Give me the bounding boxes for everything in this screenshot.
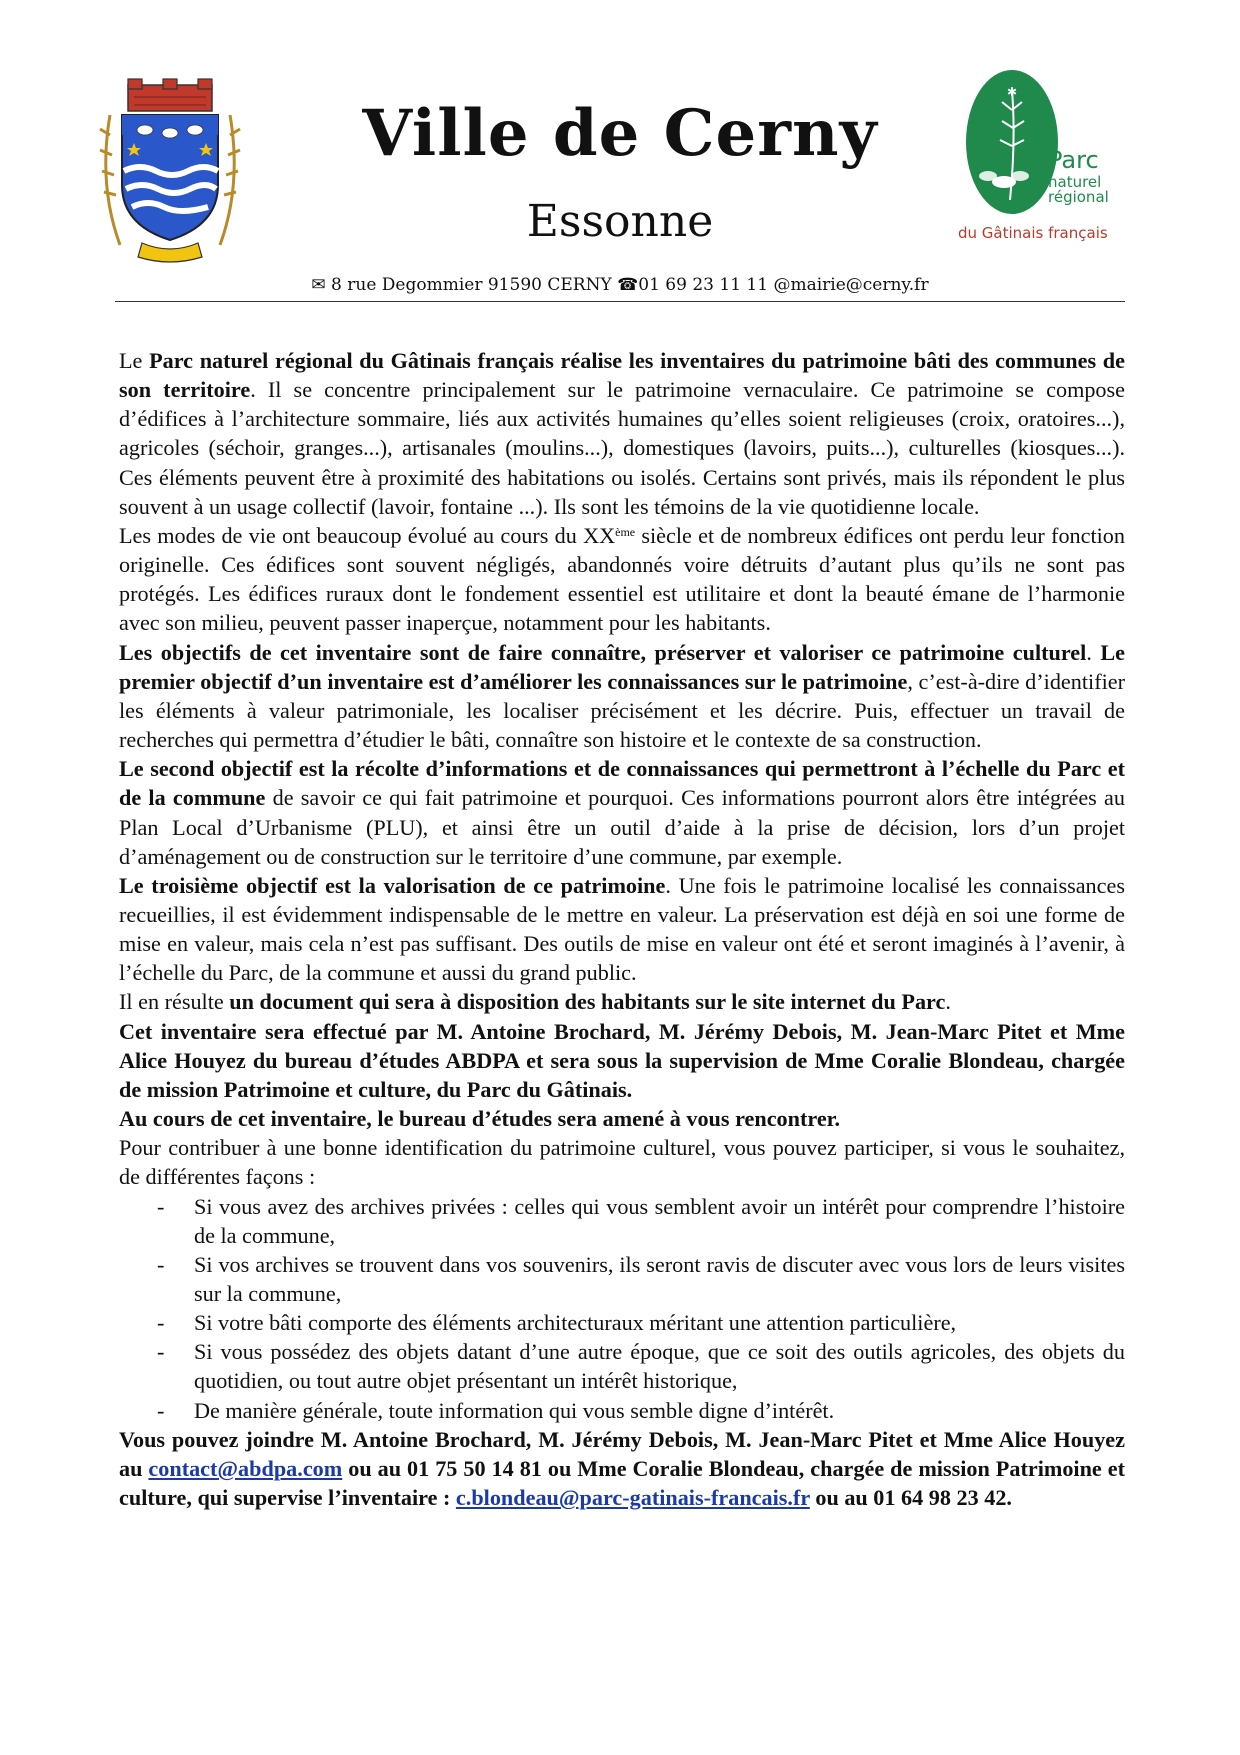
closing-paragraph bbox=[119, 1425, 1125, 1512]
p7: Cet inventaire sera effectué par M. Antoine Brochard, M. Jérémy Debois, M. Jean-Marc Pitet et Mme Alice Houyez du bureau d’études ABDPA et sera sous la supervision de Mme Coralie Blondeau, chargée de mission Patrimoine et culture, du Parc du Gâtinais. bbox=[119, 1018, 1125, 1102]
list-item bbox=[119, 1250, 1125, 1308]
paragraph-3 bbox=[119, 638, 1125, 755]
list-item bbox=[119, 1308, 1125, 1337]
closing-b: ou au 01 75 50 14 81 ou Mme Coralie Blondeau, chargée de mission Patrimoine et culture, qui supervise l’inventaire : bbox=[119, 1455, 1125, 1511]
paragraph-7 bbox=[119, 1017, 1125, 1104]
document-body bbox=[119, 346, 1125, 1512]
p3-b1: Les objectifs de cet inventaire sont de faire connaître, préserver et valoriser ce patrimoine culturel bbox=[119, 639, 1087, 665]
p4-b: Le second objectif est la récolte d’informations et de connaissances qui permettront à l’échelle du Parc et de la commune bbox=[119, 756, 1125, 811]
park-logo bbox=[960, 70, 1130, 250]
p5-t: . Une fois le patrimoine localisé les connaissances recueillies, il est évidemment indispensable de le mettre en valeur. La préservation est déjà en soi une forme de mise en valeur, mais cela n’est pas suffisant. Des outils de mise en valeur ont été et seront imaginés à l’avenir, à l’échelle du Parc, de la commune et aussi du grand public. bbox=[119, 872, 1125, 986]
p1-a: Le bbox=[119, 348, 150, 373]
list-item-text: De manière générale, toute information qui vous semble digne d’intérêt. bbox=[194, 1397, 835, 1423]
paragraph-6 bbox=[119, 987, 1125, 1016]
list-item bbox=[119, 1337, 1125, 1395]
list-item bbox=[119, 1192, 1125, 1250]
closing-c: ou au 01 64 98 23 42. bbox=[809, 1485, 1012, 1511]
list-item bbox=[119, 1396, 1125, 1425]
list-item-text: Si vous possédez des objets datant d’une autre époque, que ce soit des outils agricoles, des objets du quotidien, ou tout autre objet présentant un intérêt historique, bbox=[194, 1339, 1125, 1394]
contact-line bbox=[0, 275, 1240, 295]
address: 8 rue Degommier 91590 CERNY bbox=[331, 275, 612, 295]
paragraph-4 bbox=[119, 754, 1125, 871]
p4-t: de savoir ce qui fait patrimoine et pourquoi. Ces informations pourront alors être intégrées au Plan Local d’Urbanisme (PLU), et ainsi être un outil d’aide à la prise de décision, lors d’un projet d’aménagement ou de construction sur le territoire d’une commune, par exemple. bbox=[119, 785, 1125, 869]
list-dash: - bbox=[157, 1339, 165, 1365]
p3-b2: Le premier objectif d’un inventaire est d’améliorer les connaissances sur le patrimoine bbox=[119, 639, 1126, 694]
list-dash: - bbox=[157, 1397, 165, 1423]
p6-b: un document qui sera à disposition des habitants sur le site internet du Parc bbox=[229, 989, 946, 1015]
page-subtitle: Essonne bbox=[526, 196, 714, 247]
paragraph-1 bbox=[119, 346, 1125, 521]
phone-icon: ☎ bbox=[617, 275, 639, 295]
email-link-parc[interactable]: c.blondeau@parc-gatinais-francais.fr bbox=[455, 1485, 810, 1511]
paragraph-9: Pour contribuer à une bonne identification du patrimoine culturel, vous pouvez participer, si vous le souhaitez, de différentes façons : bbox=[119, 1135, 1125, 1190]
p2-c: siècle et de nombreux édifices ont perdu leur fonction originelle. Ces édifices sont souvent négligés, abandonnés voire détruits d’autant plus qu’ils ne sont pas protégés. Les édifices ruraux dont le fondement essentiel est utilitaire et dont la beauté émane de l’harmonie avec son milieu, peuvent passer inaperçue, notamment pour les habitants. bbox=[119, 522, 1125, 636]
email: @mairie@cerny.fr bbox=[773, 275, 929, 295]
phone: 01 69 23 11 11 bbox=[638, 275, 769, 295]
closing-a: Vous pouvez joindre M. Antoine Brochard, M. Jérémy Debois, M. Jean-Marc Pitet et Mme Alice Houyez au bbox=[119, 1426, 1125, 1481]
park-logo-line4: du Gâtinais français bbox=[958, 224, 1108, 242]
p5-b: Le troisième objectif est la valorisation de ce patrimoine bbox=[119, 872, 666, 898]
list-dash: - bbox=[157, 1251, 165, 1277]
p1-b: Parc naturel régional du Gâtinais français réalise les inventaires du patrimoine bâti des communes de son territoire bbox=[119, 348, 1125, 403]
p3-t2: , c’est-à-dire d’identifier les éléments à valeur patrimoniale, les localiser précisément et les décrire. Puis, effectuer un travail de recherches qui permettra d’étudier le bâti, connaître son histoire et le contexte de sa construction. bbox=[119, 668, 1125, 753]
participation-list bbox=[119, 1192, 1125, 1425]
park-logo-line2: naturel bbox=[1048, 173, 1102, 191]
list-item-text: Si vous avez des archives privées : celles qui vous semblent avoir un intérêt pour comprendre l’histoire de la commune, bbox=[194, 1193, 1125, 1248]
p1-c: . Il se concentre principalement sur le patrimoine vernaculaire. Ce patrimoine se compose d’édifices à l’architecture sommaire, liés aux activités humaines qu’elles soient religieuses (croix, oratoires...), agricoles (séchoir, granges...), artisanales (moulins...), domestiques (lavoirs, puits...), culturelles (kiosques...). Ces éléments peuvent être à proximité des habitations ou isolés. Certains sont privés, mais ils répondent le plus souvent à un usage collectif (lavoir, fontaine ...). Ils sont les témoins de la vie quotidienne locale. bbox=[119, 377, 1126, 519]
park-logo-line3: régional bbox=[1048, 188, 1109, 206]
p2-a: Les modes de vie ont beaucoup évolué au cours du XX bbox=[119, 522, 616, 548]
p8: Au cours de cet inventaire, le bureau d’études sera amené à vous rencontrer. bbox=[119, 1106, 841, 1132]
email-link-abdpa[interactable]: contact@abdpa.com bbox=[148, 1455, 343, 1481]
page-title: Ville de Cerny bbox=[362, 96, 878, 171]
p2-sup: ème bbox=[615, 524, 636, 539]
paragraph-2 bbox=[119, 521, 1125, 638]
p6-a: Il en résulte bbox=[119, 989, 230, 1015]
list-item-text: Si votre bâti comporte des éléments architecturaux méritant une attention particulière, bbox=[194, 1310, 957, 1336]
list-dash: - bbox=[157, 1193, 165, 1219]
header-divider bbox=[115, 301, 1125, 302]
envelope-icon: ✉ bbox=[311, 275, 326, 295]
paragraph-8 bbox=[119, 1104, 1125, 1133]
p3-t1: . bbox=[1086, 639, 1101, 665]
svg-text:✱: ✱ bbox=[1006, 85, 1018, 99]
list-item-text: Si vos archives se trouvent dans vos souvenirs, ils seront ravis de discuter avec vous lors de leurs visites sur la commune, bbox=[194, 1251, 1125, 1306]
list-dash: - bbox=[157, 1310, 165, 1336]
park-logo-line1: Parc bbox=[1048, 146, 1099, 174]
p6-c: . bbox=[945, 989, 951, 1015]
paragraph-5 bbox=[119, 871, 1125, 988]
